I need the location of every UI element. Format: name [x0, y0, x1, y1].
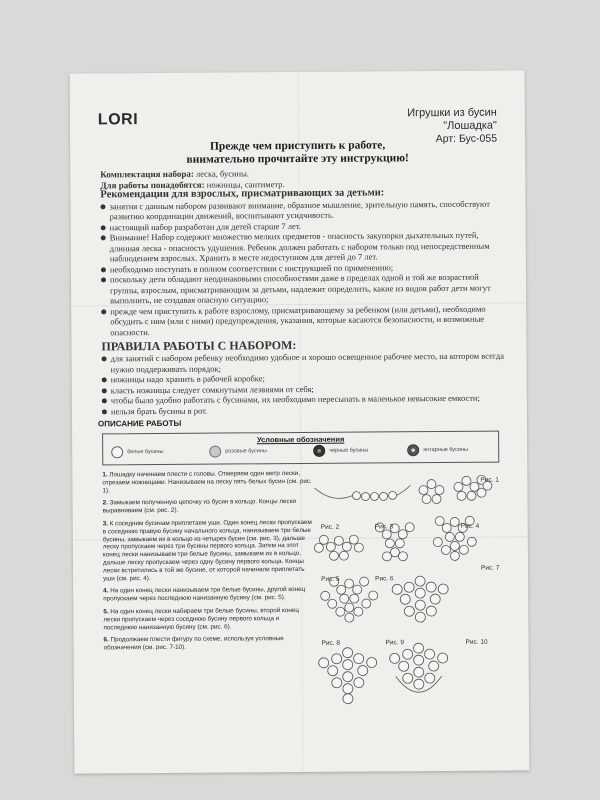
product-title: Игрушки из бусин — [407, 106, 497, 120]
safety-section — [100, 167, 507, 417]
figures-panel — [312, 471, 514, 732]
amber-bead-icon — [407, 444, 419, 456]
description-title: ОПИСАНИЕ РАБОТЫ — [97, 418, 182, 429]
step-item — [103, 635, 313, 652]
steps-list — [102, 470, 313, 657]
list-item-text: прежде чем приступить к работе взрослому, присматривающему за ребенком (или детьми), необходимо обсудить с ним (или с ними) предупреждения, указания, которые касаются безопасности, и возможные опасности. — [110, 303, 486, 337]
figure-2-diagram — [417, 477, 447, 507]
legend-label: белые бусины — [127, 448, 164, 456]
list-item-text: Внимание! Набор содержит множество мелких предметов - опасность закупорки дыхательных путей, длинная леска - опасность удушения. Ребенок должен работать с набором только под непосредственным наблюдением взрослых. Хранить в месте недоступном для детей до 7 лет. — [109, 229, 490, 264]
step-text: К соседним бусинам приплетаем уши. Один конец лески пропускаем в соседнюю правую бусину начального кольца, нанизываем три белые бусины, замыкаем их в кольцо из четырех бусин (см. рис. 3), дальше леску пропускаем через три бусины первого кольца. Затем на этот конец лески нанизываем три белые бусины, замыкаем их в кольцо, дальше леску пропускаем через одну бусину первого кольца. Концы лески встретились в той же бусине, от которой начинали приплетать уши (см. рис. 4). — [102, 518, 312, 582]
step-number: 2. — [102, 499, 108, 507]
step-number: 1. — [102, 471, 108, 479]
kit-label: Комплектация набора: — [100, 168, 194, 180]
figure-label: Рис. 10 — [465, 638, 488, 646]
bullet-icon — [101, 277, 106, 282]
legend-title: Условные обозначения — [256, 434, 345, 445]
list-item-text: нельзя брать бусины в рот. — [110, 405, 208, 416]
bullet-icon — [102, 377, 107, 382]
recommend-title: Рекомендации для взрослых, присматривающих за детьми: — [100, 187, 385, 201]
legend-label: янтарные бусины — [423, 446, 468, 454]
white-bead-icon — [111, 446, 123, 458]
legend-item — [407, 444, 468, 456]
step-item — [103, 519, 313, 583]
step-text: Продолжаем плести фигуру по схеме, используя условные обозначения (см. рис. 7-10). — [103, 635, 284, 652]
figure-label: Рис. 6 — [375, 575, 394, 583]
warning-line: Прежде чем приступить к работе, — [209, 139, 386, 153]
legend-item — [313, 445, 368, 457]
bullet-icon — [102, 398, 107, 403]
list-item-text: для занятий с набором ребенку необходимо удобное и хорошо освещенное рабочее место, на котором всегда нужно поддерживать порядок; — [110, 350, 505, 374]
figure-label: Рис. 1 — [480, 476, 499, 484]
list-item — [102, 351, 507, 375]
figure-label: Рис. 8 — [321, 639, 341, 647]
step-text: На один конец лески набираем три белые бусины, второй конец лески пропускаем через соседнюю бусину первого кольца и последнюю нанизанную бусину (см. рис. 6). — [103, 606, 299, 631]
bullet-icon — [102, 356, 107, 361]
tools-value: ножницы, сантиметр. — [206, 178, 285, 190]
figure-1-diagram — [312, 481, 412, 508]
figure-label: Рис. 5 — [321, 575, 340, 583]
bullet-icon — [101, 309, 106, 314]
figure-9-diagram — [314, 640, 382, 706]
step-item — [102, 470, 312, 495]
bullet-icon — [101, 225, 106, 230]
legend-label: черные бусины — [329, 447, 369, 454]
article-number: Арт: Бус-055 — [435, 132, 498, 146]
warning-title — [70, 138, 525, 167]
list-item — [100, 198, 505, 222]
list-item-text: класть ножницы следует сомкнутыми лезвиями от себя; — [110, 383, 314, 395]
warning-line: внимательно прочитайте эту инструкцию! — [186, 152, 409, 166]
list-item-text: необходимо поступать в полном соответствии с инструкцией по применению; — [109, 261, 394, 274]
step-number: 5. — [103, 608, 109, 616]
kit-value: леска, бусины. — [195, 168, 249, 179]
bullet-icon — [101, 235, 106, 240]
figure-8-diagram — [389, 569, 451, 631]
step-text: Замыкаем полученную цепочку из бусин в кольцо. Концы лески выравниваем (см. рис. 2). — [102, 498, 297, 515]
step-number: 3. — [102, 520, 108, 528]
figure-10-diagram — [386, 636, 452, 706]
rules-title: ПРАВИЛА РАБОТЫ С НАБОРОМ: — [101, 338, 297, 354]
step-number: 6. — [103, 636, 109, 644]
list-item-text: чтобы было удобно работать с бусинами, их необходимо пересыпать в маленькое невысокие емкости; — [110, 392, 480, 406]
list-item-text: настоящий набор разработан для детей старше 7 лет. — [109, 220, 302, 232]
list-item-text: занятия с данным набором развивают внимание, образное мышление, зрительную память, способствуют развитию координации движений, воспитывают усидчивость. — [109, 198, 491, 222]
step-text: Лошадку начинаем плести с головы. Отмеряем один метр лески, отрезаем ножницами. Нанизываем на леску пять белых бусин (см. рис. 1). — [102, 469, 312, 494]
figure-label: Рис. 3 — [374, 523, 394, 531]
legend-item — [209, 445, 267, 457]
figure-label: Рис. 4 — [460, 522, 480, 530]
bullet-icon — [102, 409, 107, 414]
black-bead-icon — [313, 445, 325, 457]
figure-label: Рис. 7 — [481, 564, 500, 572]
step-text: На один конец лески нанизываем три белые бусины, другой конец пропускаем через последнюю нанизанную бусину (см. рис. 5). — [103, 586, 306, 603]
figure-label: Рис. 9 — [385, 639, 405, 647]
legend-label: розовые бусины — [225, 448, 267, 455]
list-item-text: ножницы надо хранить в рабочей коробке; — [110, 373, 265, 385]
bullet-icon — [100, 204, 105, 209]
list-item — [101, 272, 506, 306]
step-number: 4. — [103, 587, 109, 595]
list-item — [101, 230, 506, 264]
figure-label: Рис. 2 — [320, 523, 340, 531]
bullet-icon — [102, 388, 107, 393]
product-name: "Лошадка" — [443, 119, 497, 132]
step-item — [103, 607, 313, 632]
list-item — [102, 403, 507, 416]
bullet-icon — [101, 267, 106, 272]
pink-bead-icon — [209, 446, 221, 458]
list-item — [101, 303, 506, 337]
figure-6-diagram — [426, 512, 484, 564]
legend-box — [102, 431, 499, 466]
step-item — [103, 498, 313, 515]
figure-4-diagram — [313, 529, 365, 565]
tools-label: Для работы понадобятся: — [100, 179, 205, 190]
legend-item — [111, 446, 163, 458]
instruction-sheet — [70, 70, 530, 773]
step-item — [103, 586, 313, 603]
list-item-text: поскольку дети обладают неодинаковыми способностями даже в пределах одной и той же возрастной группы, взрослым, присматривающим за детьми, надлежит определить, какие из видов работ дети могут выполнить, не создавая опасную ситуацию; — [109, 271, 491, 306]
brand-logo: LORI — [97, 111, 139, 129]
